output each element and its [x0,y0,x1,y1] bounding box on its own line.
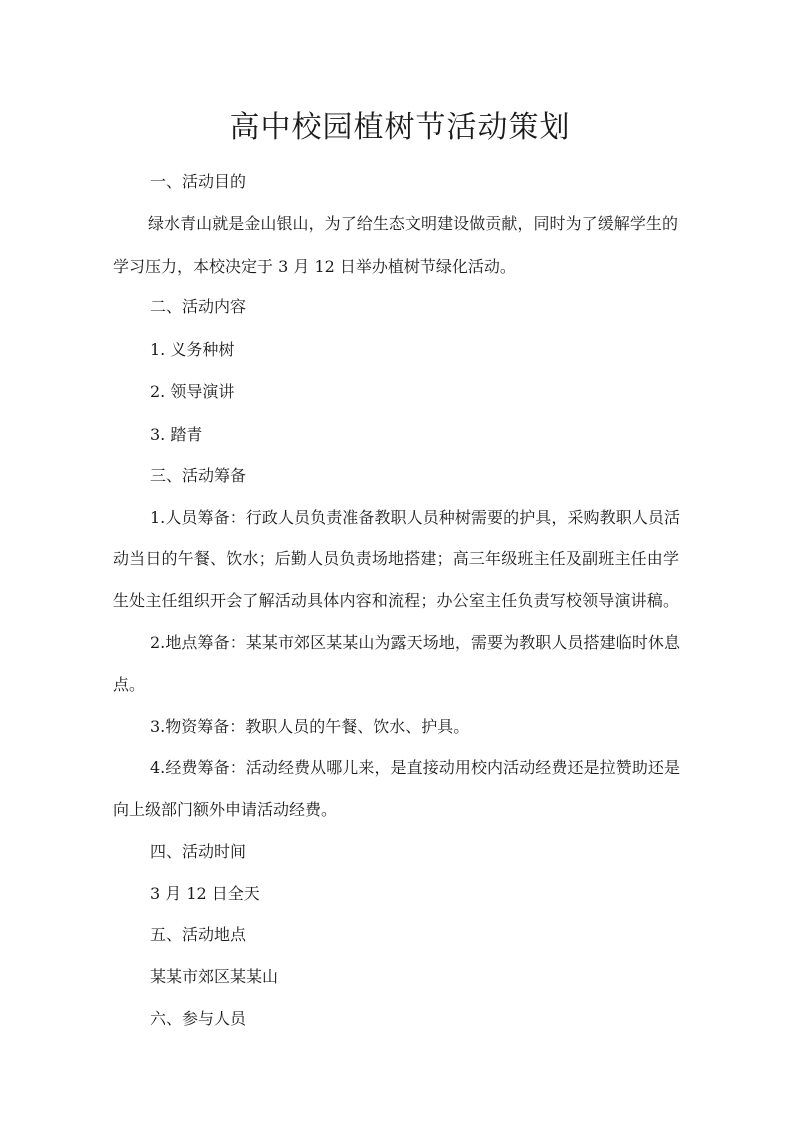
section-heading-time: 四、活动时间 [150,842,247,861]
paragraph-line: 绿水青山就是金山银山，为了给生态文明建设做贡献，同时为了缓解学生的 [148,214,678,233]
paragraph-line: 2.地点筹备：某某市郊区某某山为露天场地，需要为教职人员搭建临时休息 [150,633,680,652]
list-item: 3. 踏青 [150,425,203,444]
paragraph-line: 点。 [113,675,146,694]
section-heading-location: 五、活动地点 [150,925,247,944]
paragraph-line: 1.人员筹备：行政人员负责准备教职人员种树需要的护具，采购教职人员活 [150,508,680,527]
paragraph-line: 动当日的午餐、饮水；后勤人员负责场地搭建；高三年级班主任及副班主任由学 [113,549,679,568]
page-title: 高中校园植树节活动策划 [229,110,571,145]
paragraph-line: 生处主任组织开会了解活动具体内容和流程；办公室主任负责写校领导演讲稿。 [113,591,679,610]
section-heading-preparation: 三、活动筹备 [150,466,247,485]
list-item: 2. 领导演讲 [150,382,235,401]
paragraph-line: 向上级部门额外申请活动经费。 [113,800,338,819]
paragraph-line: 4.经费筹备：活动经费从哪儿来，是直接动用校内活动经费还是拉赞助还是 [150,758,680,777]
paragraph-line: 某某市郊区某某山 [150,967,279,986]
list-item: 1. 义务种树 [150,340,235,359]
section-heading-purpose: 一、活动目的 [150,172,247,191]
section-heading-participants: 六、参与人员 [150,1009,247,1028]
paragraph-line: 3 月 12 日全天 [150,884,260,903]
paragraph-line: 3.物资筹备：教职人员的午餐、饮水、护具。 [150,717,470,736]
paragraph-line: 学习压力，本校决定于 3 月 12 日举办植树节绿化活动。 [113,257,516,276]
section-heading-content: 二、活动内容 [150,297,247,316]
